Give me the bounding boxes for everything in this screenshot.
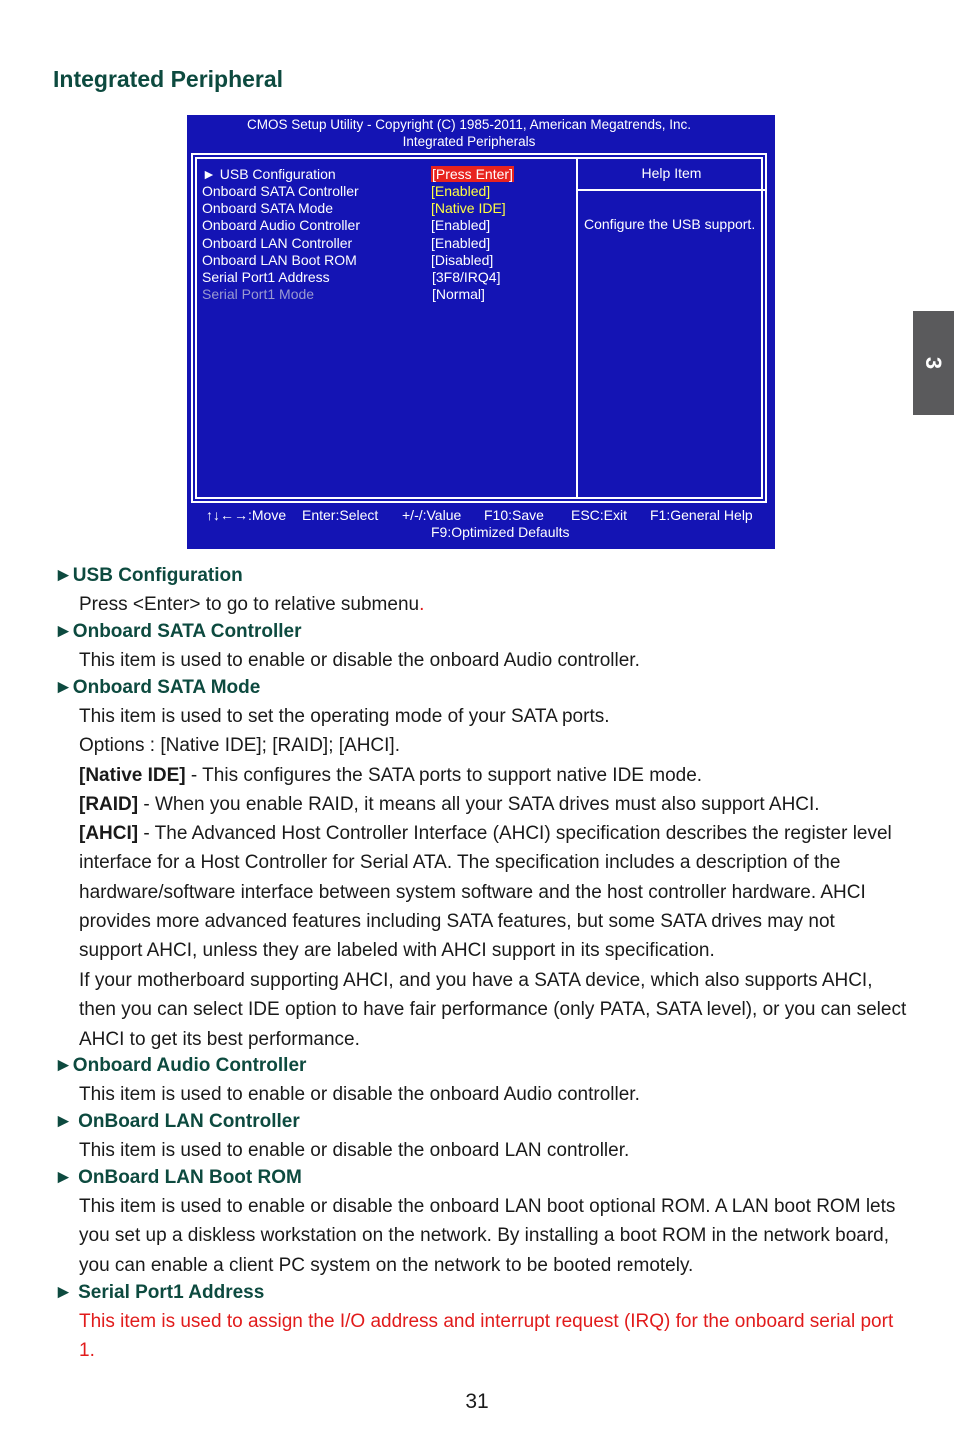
heading-usb-configuration: ►USB Configuration — [54, 565, 243, 586]
bios-divider — [576, 157, 578, 499]
bios-item-serial-mode: Serial Port1 Mode — [202, 286, 315, 302]
chapter-number: 3 — [921, 356, 947, 370]
raid-label: [RAID] — [79, 794, 139, 815]
bios-value-audio-controller[interactable]: [Enabled] — [431, 217, 491, 233]
bios-help-title: Help Item — [641, 165, 702, 181]
heading-lan-controller: ► OnBoard LAN Controller — [54, 1111, 300, 1132]
text-sata-mode-intro: This item is used to set the operating mode of your SATA ports. — [79, 706, 610, 727]
text-usb-configuration — [79, 590, 899, 619]
heading-serial-port-address: ► Serial Port1 Address — [54, 1282, 265, 1303]
heading-audio-controller: ►Onboard Audio Controller — [54, 1055, 307, 1076]
heading-lan-boot-rom: ► OnBoard LAN Boot ROM — [54, 1167, 302, 1188]
bios-item-sata-controller[interactable]: Onboard SATA Controller — [202, 183, 359, 199]
raid-text: - When you enable RAID, it means all your SATA drives must also support AHCI. — [138, 794, 820, 815]
bios-value-serial-mode: [Normal] — [432, 286, 485, 302]
bios-item-lan-controller[interactable]: Onboard LAN Controller — [202, 235, 353, 251]
bios-item-audio-controller[interactable]: Onboard Audio Controller — [202, 217, 360, 233]
text-sata-mode-raid — [79, 790, 899, 819]
text-sata-mode-native — [79, 761, 899, 790]
page-title: Integrated Peripheral — [53, 66, 284, 92]
text-serial-port-address: This item is used to assign the I/O address and interrupt request (IRQ) for the onboard serial port 1. — [79, 1311, 894, 1362]
bios-item-sata-mode[interactable]: Onboard SATA Mode — [202, 200, 333, 216]
bios-key-defaults: F9:Optimized Defaults — [431, 524, 570, 540]
bios-screen — [187, 115, 775, 549]
bios-item-serial-address[interactable]: Serial Port1 Address — [202, 269, 330, 285]
bios-key-select: Enter:Select — [302, 507, 379, 523]
bios-help-divider — [578, 189, 765, 191]
bios-screen-title: Integrated Peripherals — [402, 134, 536, 149]
native-ide-label: [Native IDE] — [79, 765, 186, 786]
bios-help-text: Configure the USB support. — [584, 216, 756, 232]
bios-value-usb-configuration[interactable]: [Press Enter] — [432, 166, 513, 182]
bios-value-lan-boot-rom[interactable]: [Disabled] — [431, 252, 494, 268]
heading-sata-controller: ►Onboard SATA Controller — [54, 621, 302, 642]
bios-copyright: CMOS Setup Utility - Copyright (C) 1985-2011, American Megatrends, Inc. — [247, 117, 691, 132]
bios-value-sata-mode[interactable]: [Native IDE] — [431, 200, 506, 216]
chapter-tab — [913, 311, 954, 415]
bios-key-move: ↑↓←→:Move — [206, 507, 287, 523]
bios-key-save: F10:Save — [484, 507, 544, 523]
text-lan-boot-rom: This item is used to enable or disable the onboard LAN boot optional ROM. A LAN boot ROM lets you set up a diskless workstation on the network. By installing a boot ROM in the network board, you can enable a client PC system on the network to be booted remotely. — [79, 1196, 896, 1276]
ahci-text: - The Advanced Host Controller Interface (AHCI) specification describes the register level interface for a Host Controller for Serial ATA. The specification includes a description of the hardware/software interface between system software and the host controller hardware. AHCI provides more advanced features including SATA features, but some SATA drives may not support AHCI, unless they are labeled with AHCI support in its specification. — [79, 823, 892, 962]
bios-value-sata-controller[interactable]: [Enabled] — [431, 183, 491, 199]
ahci-label: [AHCI] — [79, 823, 139, 844]
bios-value-lan-controller[interactable]: [Enabled] — [431, 235, 491, 251]
text-sata-mode-options: Options : [Native IDE]; [RAID]; [AHCI]. — [79, 735, 400, 756]
bios-value-serial-address[interactable]: [3F8/IRQ4] — [432, 269, 501, 285]
page-number: 31 — [465, 1390, 489, 1413]
bios-key-exit: ESC:Exit — [571, 507, 628, 523]
text-sata-mode-extra: If your motherboard supporting AHCI, and you have a SATA device, which also supports AHCI, then you can select IDE option to have fair performance (only PATA, SATA level), or you can select AHCI to get its best performance. — [79, 970, 907, 1050]
native-ide-text: - This configures the SATA ports to support native IDE mode. — [185, 765, 703, 786]
text-sata-controller: This item is used to enable or disable the onboard Audio controller. — [79, 650, 640, 671]
bios-item-lan-boot-rom[interactable]: Onboard LAN Boot ROM — [202, 252, 357, 268]
text-sata-mode-ahci — [79, 819, 899, 965]
bios-item-usb-configuration[interactable]: ► USB Configuration — [202, 166, 336, 182]
usb-description-period: . — [419, 594, 425, 615]
text-lan-controller: This item is used to enable or disable the onboard LAN controller. — [79, 1140, 630, 1161]
heading-sata-mode: ►Onboard SATA Mode — [54, 677, 261, 698]
usb-description: Press <Enter> to go to relative submenu — [79, 594, 420, 615]
text-audio-controller: This item is used to enable or disable the onboard Audio controller. — [79, 1084, 640, 1105]
bios-key-value: +/-/:Value — [402, 507, 462, 523]
bios-key-help: F1:General Help — [650, 507, 753, 523]
